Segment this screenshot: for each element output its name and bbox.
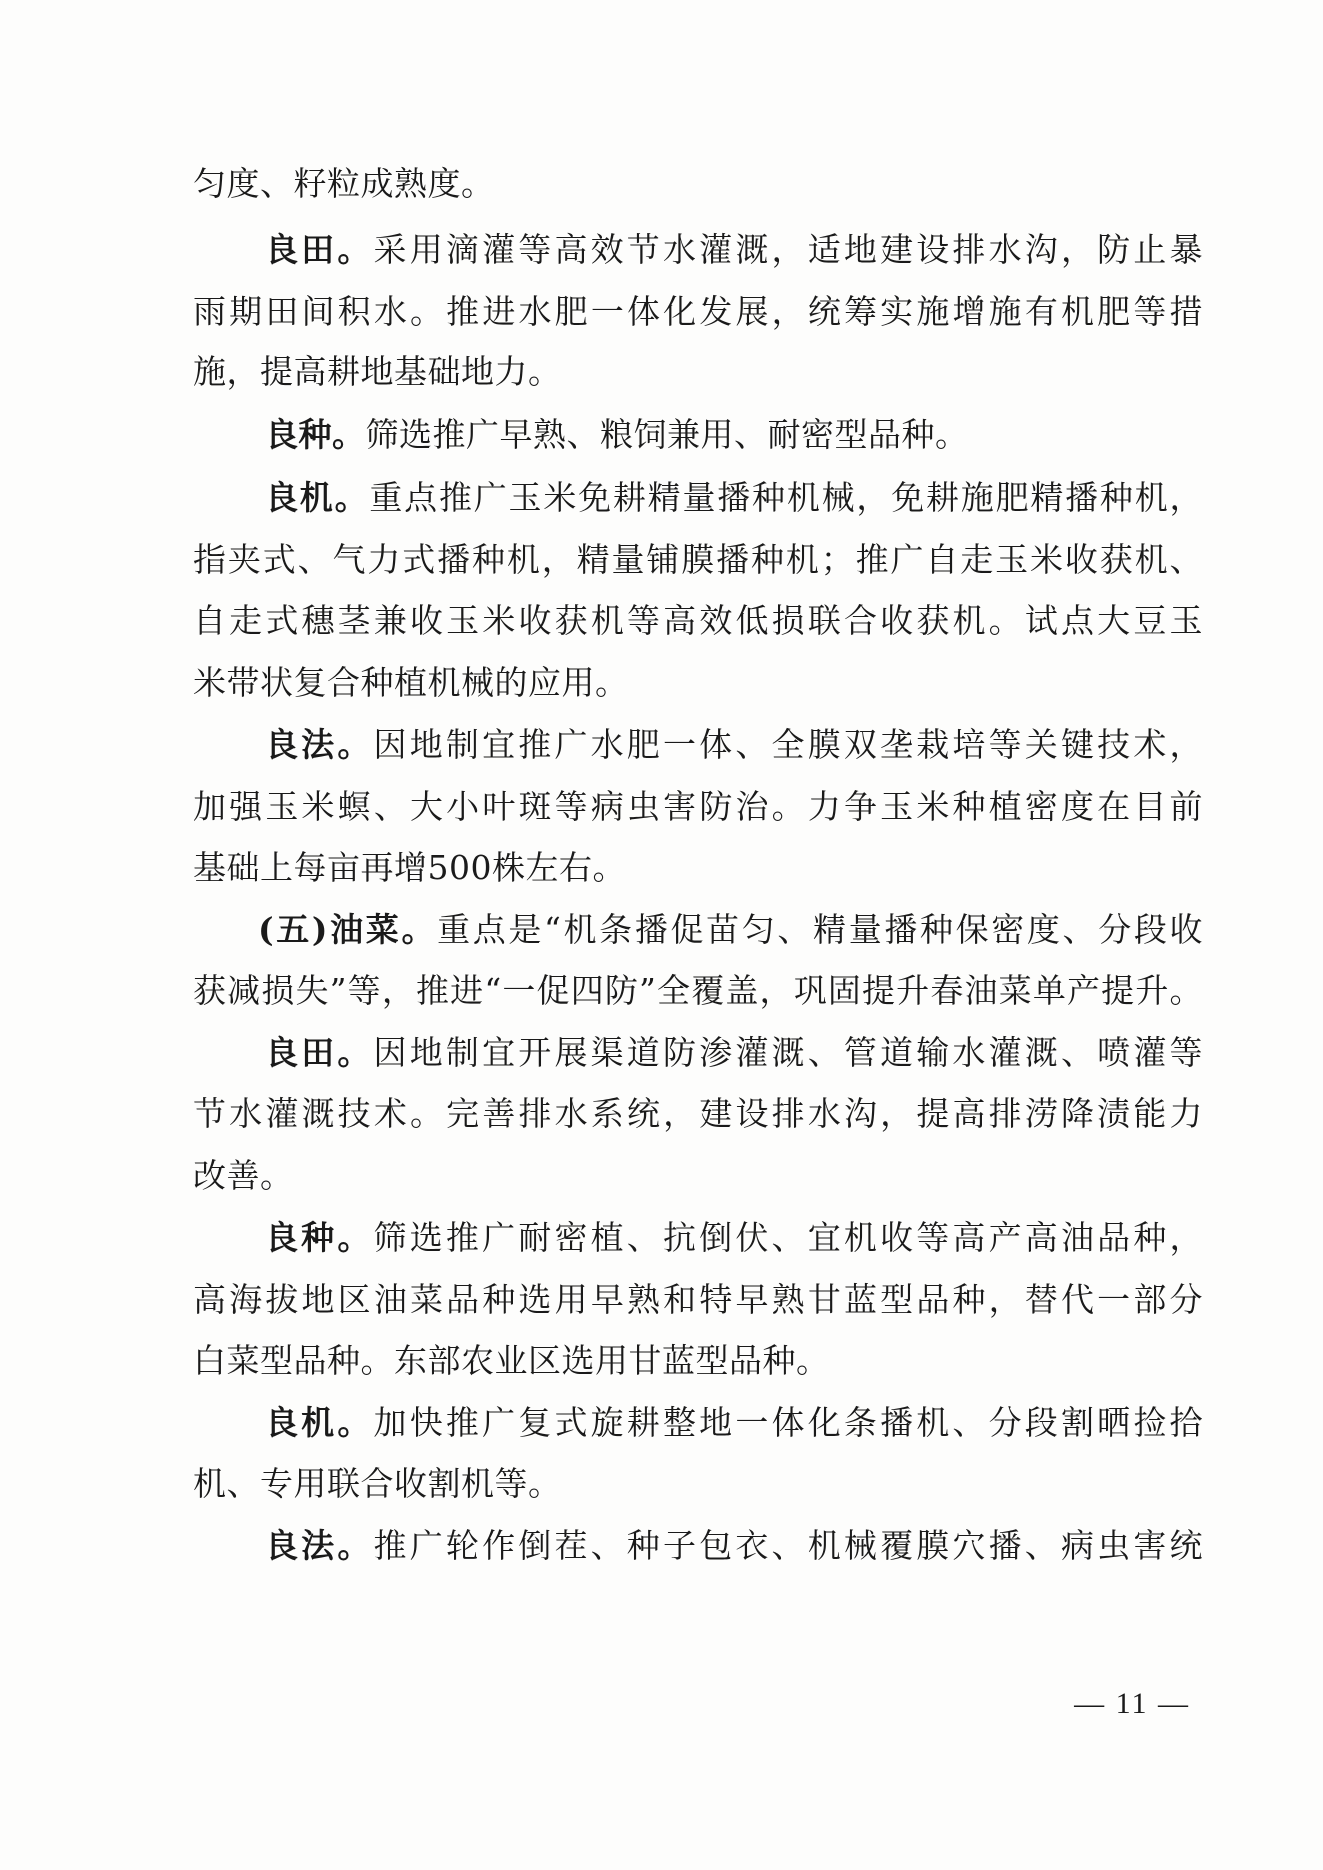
paragraph-line [265,725,1203,765]
paragraph-line [193,1464,1203,1504]
paragraph-line [193,292,1203,332]
line-text: 因地制宜推广水肥一体、全膜双垄栽培等关键技术， [373,725,1204,764]
paragraph-line [193,848,1203,888]
line-text: 重点推广玉米免耕精量播种机械，免耕施肥精播种机， [369,478,1204,517]
line-text: 指夹式、气力式播种机，精量铺膜播种机；推广自走玉米收获机、 [193,540,1203,579]
paragraph-heading: 良田。 [265,1033,374,1072]
line-text: 高海拔地区油菜品种选用早熟和特早熟甘蓝型品种，替代一部分 [193,1280,1203,1319]
paragraph-line [193,1280,1203,1320]
paragraph-line [265,1033,1203,1073]
paragraph-line [193,1156,1203,1196]
line-text: 筛选推广耐密植、抗倒伏、宜机收等高产高油品种， [373,1218,1204,1257]
paragraph-heading: 良机。 [265,478,370,517]
paragraph-line [258,910,1203,950]
paragraph-heading: 良种。 [265,415,366,454]
paragraph-line [193,1094,1203,1134]
line-text: 米带状复合种植机械的应用。 [193,663,629,702]
paragraph-line [193,164,1203,204]
paragraph-heading: 良机。 [265,1403,374,1442]
line-text: 加强玉米螟、大小叶斑等病虫害防治。力争玉米种植密度在目前 [193,787,1203,826]
paragraph-heading: 良法。 [265,725,374,764]
line-text: 获减损失”等，推进“一促四防”全覆盖，巩固提升春油菜单产提升。 [193,971,1203,1010]
paragraph-line [193,352,1203,392]
paragraph-line [193,787,1203,827]
line-text: 匀度、籽粒成熟度。 [193,164,495,203]
line-text: 节水灌溉技术。完善排水系统，建设排水沟，提高排涝降渍能力 [193,1094,1203,1133]
line-text: 改善。 [193,1156,294,1195]
paragraph-line [265,478,1203,518]
page-number: — 11 — [1074,1687,1190,1720]
paragraph-line [193,1341,1203,1381]
paragraph-heading: 良种。 [265,1218,374,1257]
line-text: 加快推广复式旋耕整地一体化条播机、分段割晒捡拾 [373,1403,1204,1442]
line-text: 施，提高耕地基础地力。 [193,352,562,391]
paragraph-line [193,601,1203,641]
line-text: 雨期田间积水。推进水肥一体化发展，统筹实施增施有机肥等措 [193,292,1203,331]
paragraph-heading: 良法。 [265,1526,374,1565]
line-text: 因地制宜开展渠道防渗灌溉、管道输水灌溉、喷灌等 [373,1033,1204,1072]
line-text: 白菜型品种。东部农业区选用甘蓝型品种。 [193,1341,830,1380]
paragraph-line [265,230,1203,270]
line-text: 自走式穗茎兼收玉米收获机等高效低损联合收获机。试点大豆玉 [193,601,1203,640]
section-heading: (五)油菜。 [258,910,438,949]
paragraph-line [265,1403,1203,1443]
paragraph-line [265,1218,1203,1258]
paragraph-line [265,415,1203,455]
line-text: 筛选推广早熟、粮饲兼用、耐密型品种。 [365,415,969,454]
paragraph-line [193,663,1203,703]
paragraph-line [265,1526,1203,1566]
line-text: 推广轮作倒茬、种子包衣、机械覆膜穴播、病虫害统 [373,1526,1204,1565]
line-text: 基础上每亩再增500株左右。 [193,848,626,887]
paragraph-line [193,540,1203,580]
paragraph-line [193,971,1203,1011]
paragraph-heading: 良田。 [265,230,374,269]
line-text: 重点是“机条播促苗匀、精量播种保密度、分段收 [437,910,1203,949]
line-text: 机、专用联合收割机等。 [193,1464,562,1503]
line-text: 采用滴灌等高效节水灌溉，适地建设排水沟，防止暴 [373,230,1204,269]
